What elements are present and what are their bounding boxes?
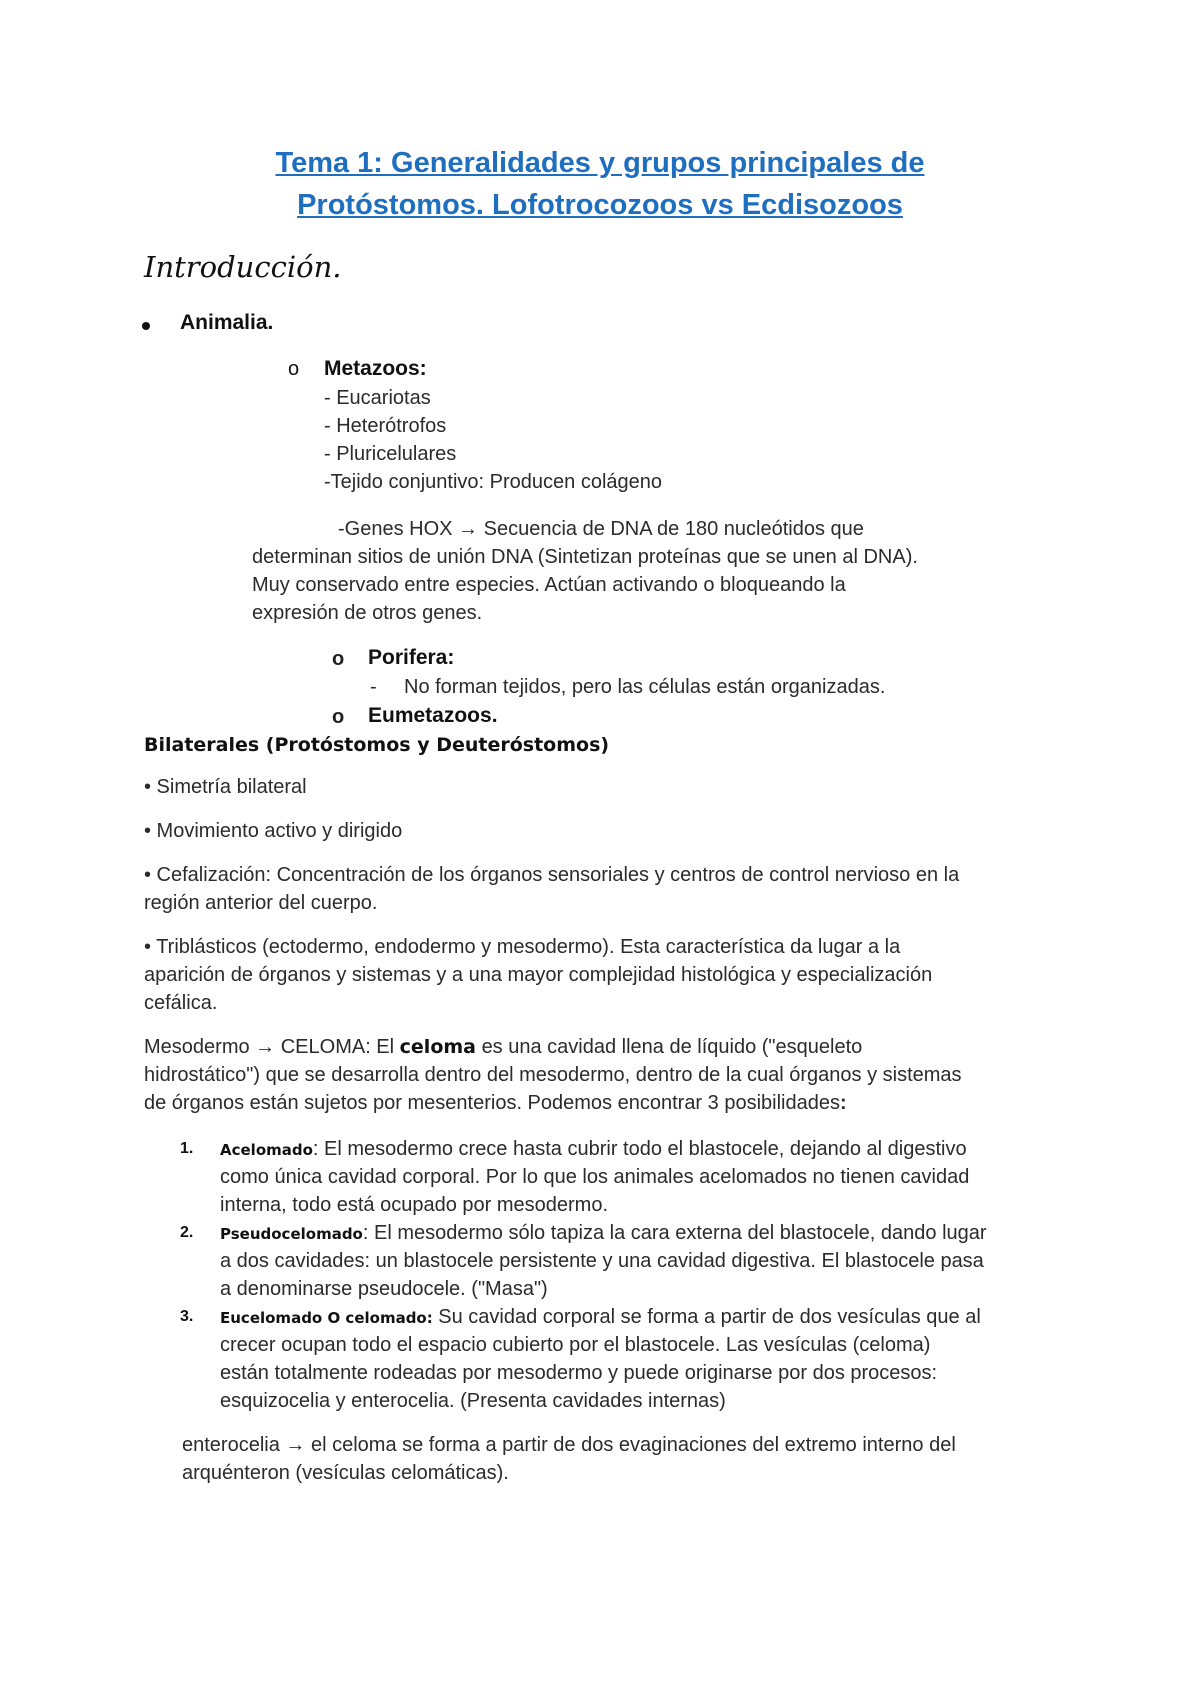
mesodermo-line-3-colon: : — [839, 1092, 847, 1114]
right-arrow-icon: → — [458, 518, 479, 540]
list-item-line: crecer ocupan todo el espacio cubierto por el blastocele. Las vesículas (celoma) — [220, 1334, 931, 1356]
bilaterales-point: • Cefalización: Concentración de los órganos sensoriales y centros de control nervioso en la — [144, 864, 960, 886]
bilaterales-point: • Triblásticos (ectodermo, endodermo y mesodermo). Esta característica da lugar a la — [144, 936, 901, 958]
hox-line-3: Muy conservado entre especies. Actúan activando o bloqueando la — [252, 574, 846, 596]
list-item-line: interna, todo está ocupado por mesodermo. — [220, 1194, 609, 1216]
list-number: 2. — [180, 1224, 194, 1241]
list-item-line: están totalmente rodeadas por mesodermo y puede originarse por dos procesos: — [220, 1362, 938, 1384]
document-title-line-2: Protóstomos. Lofotrocozoos vs Ecdisozoos — [297, 189, 903, 221]
metazoos-item: - Pluricelulares — [324, 443, 457, 465]
list-item-line: a dos cavidades: un blastocele persistente y una cavidad digestiva. El blastocele pasa — [220, 1250, 984, 1272]
metazoos-item: -Tejido conjuntivo: Producen colágeno — [324, 471, 662, 493]
mesodermo-prefix: Mesodermo — [144, 1036, 250, 1058]
right-arrow-icon: → — [285, 1434, 306, 1456]
metazoos-item: - Heterótrofos — [324, 415, 447, 437]
bilaterales-point-cont: región anterior del cuerpo. — [144, 892, 378, 914]
list-item-line-1 — [220, 1138, 967, 1161]
list-line-1-rest: : El mesodermo crece hasta cubrir todo el blastocele, dejando al digestivo — [312, 1138, 967, 1160]
mesodermo-after-arrow: CELOMA: El — [280, 1036, 395, 1058]
enterocelia-prefix: enterocelia — [182, 1434, 280, 1456]
hox-line-2: determinan sitios de unión DNA (Sintetizan proteínas que se unen al DNA). — [252, 546, 918, 568]
list-term: Eucelomado O celomado: — [220, 1309, 433, 1327]
hox-prefix: -Genes HOX — [338, 518, 453, 540]
hox-line-1-rest: Secuencia de DNA de 180 nucleótidos que — [483, 518, 864, 540]
list-item-line: esquizocelia y enterocelia. (Presenta cavidades internas) — [220, 1390, 726, 1412]
hox-line-1 — [338, 518, 864, 541]
metazoos-item: - Eucariotas — [324, 387, 431, 409]
enterocelia-line-2: arquénteron (vesículas celomáticas). — [182, 1462, 509, 1484]
list-line-1-rest: : El mesodermo sólo tapiza la cara externa del blastocele, dando lugar — [362, 1222, 987, 1244]
circle-bullet-icon: o — [332, 648, 345, 670]
mesodermo-line-1-rest: es una cavidad llena de líquido ("esqueleto — [481, 1036, 863, 1058]
list-term: Acelomado — [220, 1141, 313, 1159]
mesodermo-line-1 — [144, 1036, 862, 1059]
list-item-line-1 — [220, 1306, 981, 1329]
celoma-bold-word: celoma — [399, 1036, 476, 1058]
list-line-1-rest: Su cavidad corporal se forma a partir de dos vesículas que al — [432, 1306, 981, 1328]
list-term: Pseudocelomado — [220, 1225, 363, 1243]
bilaterales-heading: Bilaterales (Protóstomos y Deuteróstomos) — [144, 734, 610, 756]
list-number: 3. — [180, 1308, 194, 1325]
right-arrow-icon: → — [255, 1036, 276, 1058]
porifera-label: Porifera: — [368, 646, 455, 669]
list-item-line-1 — [220, 1222, 987, 1245]
bullet-icon — [142, 322, 150, 330]
bilaterales-point-cont: aparición de órganos y sistemas y a una mayor complejidad histológica y especialización — [144, 964, 933, 986]
list-item-line: como única cavidad corporal. Por lo que los animales acelomados no tienen cavidad — [220, 1166, 970, 1188]
hox-line-4: expresión de otros genes. — [252, 602, 483, 624]
mesodermo-line-3-text: de órganos están sujetos por mesenterios. Podemos encontrar 3 posibilidades — [144, 1092, 840, 1114]
enterocelia-line-1 — [182, 1434, 956, 1457]
porifera-item: No forman tejidos, pero las células están organizadas. — [404, 676, 886, 698]
bilaterales-point: • Movimiento activo y dirigido — [144, 820, 403, 842]
intro-heading: Introducción. — [144, 250, 342, 284]
bilaterales-point: • Simetría bilateral — [144, 776, 307, 798]
list-number: 1. — [180, 1140, 194, 1157]
circle-bullet-icon: o — [332, 706, 345, 728]
eumetazoos-label: Eumetazoos. — [368, 704, 498, 727]
metazoos-label: Metazoos: — [324, 357, 427, 380]
circle-bullet-icon: o — [288, 358, 300, 380]
enterocelia-line-1-rest: el celoma se forma a partir de dos evaginaciones del extremo interno del — [310, 1434, 956, 1456]
animalia-label: Animalia. — [180, 311, 274, 334]
mesodermo-line-2: hidrostático") que se desarrolla dentro del mesodermo, dentro de la cual órganos y sistemas — [144, 1064, 962, 1086]
list-item-line: a denominarse pseudocele. ("Masa") — [220, 1278, 548, 1300]
mesodermo-line-3 — [144, 1092, 847, 1115]
document-title-line-1: Tema 1: Generalidades y grupos principales de — [275, 147, 925, 179]
porifera-dash: - — [370, 676, 377, 698]
bilaterales-point-cont: cefálica. — [144, 992, 218, 1014]
